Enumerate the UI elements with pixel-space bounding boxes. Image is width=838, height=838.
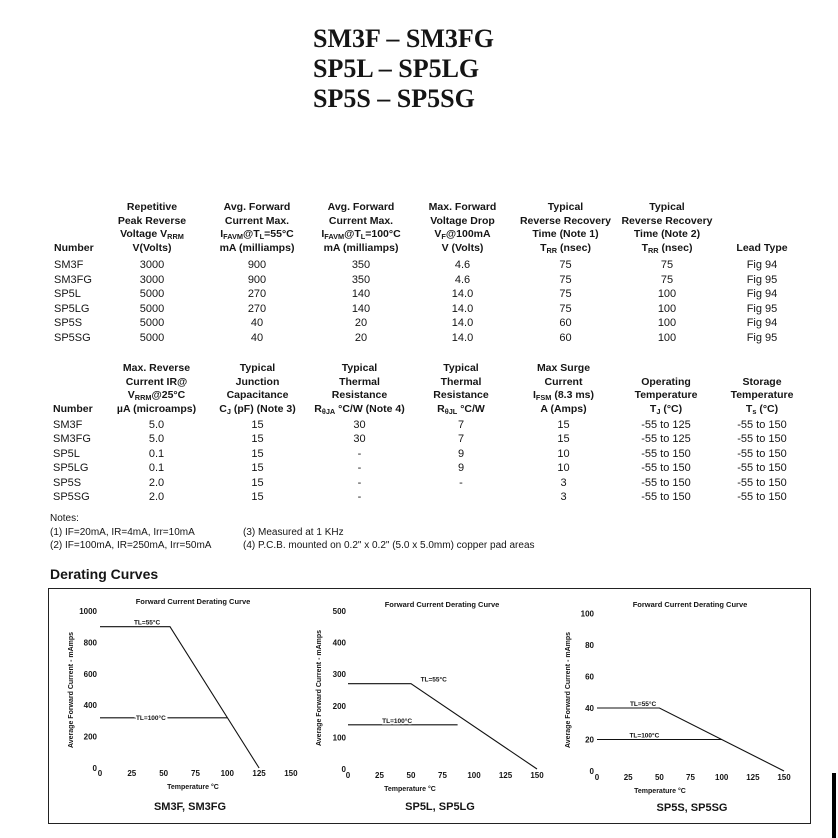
header-text: =100°C [365,228,401,240]
derating-curves-heading: Derating Curves [50,566,159,582]
table2-cell-thermal-resistance-ja: 30 [353,433,366,446]
ratings-table-2 [48,360,808,504]
table2-cell-max-surge-current: 3 [560,476,567,489]
table2-cell-thermal-resistance-jl [411,490,511,504]
table1-cell-avg-forward-current-100c: 20 [354,331,368,344]
table1-cell-reverse-recovery-note2: 75 [660,259,674,271]
y-tick-label: 20 [585,735,594,745]
chart-title: Forward Current Derating Curve [632,600,748,609]
table1-cell-peak-reverse-voltage: 3000 [139,259,165,271]
header-line: Temperature [730,389,794,401]
table1-cell-avg-forward-current-55c: 270 [247,288,267,301]
header-line [411,403,511,417]
table2-header-thermal-resistance-jl [411,360,511,416]
series-label: TL=100°C [135,714,166,722]
header-subscript: θJA [321,406,336,416]
y-axis-label: Average Forward Current - mAmps [316,629,323,747]
header-line: Time (Note 2) [633,228,701,240]
title-line-sp5s: SP5S – SP5SG [313,84,475,113]
table2-cell-max-reverse-current: 0.1 [148,462,165,475]
table2-cell-max-surge-current: 10 [557,447,570,460]
header-line: Repetitive [126,201,178,213]
table1-cell-reverse-recovery-note1: 60 [559,317,572,330]
table1-header-lead-type [716,199,808,255]
header-line: Current Max. [328,214,394,227]
table1-cell-number: SM3FG [54,273,92,286]
table1-cell-lead-type: Fig 94 [746,317,778,330]
table1-cell-avg-forward-current-100c: 140 [351,302,371,315]
table2-header-junction-capacitance [207,360,308,416]
header-line: V(Volts) [132,241,172,254]
table1-cell-peak-reverse-voltage: 5000 [139,302,165,315]
table2-cell-thermal-resistance-jl: 9 [457,462,465,475]
table2-row [48,476,808,490]
table2-cell-number: SP5L [53,447,80,460]
table1-cell-avg-forward-current-100c: 350 [351,273,371,286]
notes-heading: Notes: [50,513,79,524]
header-line [310,228,412,242]
header-line: Max. Reverse [122,362,191,374]
header-text: (pF) (Note 3) [230,402,296,415]
header-subscript: θJL [444,406,458,416]
table1-cell-forward-voltage-drop: 14.0 [451,288,474,301]
header-line: Thermal [339,375,380,388]
x-tick-label: 50 [654,773,664,782]
header-line: Peak Reverse [117,214,187,227]
header-subscript: RR [647,245,659,255]
series-label: TL=100°C [382,717,413,725]
header-text: Voltage V [120,228,168,240]
header-line: A (Amps) [540,402,587,415]
header-subscript: F [441,232,446,241]
header-line: Reverse Recovery [621,214,713,227]
table2-header-operating-temperature [616,360,716,416]
table1-row [48,316,808,331]
x-tick-label: 0 [97,769,103,778]
x-tick-label: 25 [127,769,137,778]
table2-cell-thermal-resistance-ja: 30 [353,419,366,431]
table2-cell-max-reverse-current: 2.0 [148,490,165,503]
table1-cell-lead-type: Fig 95 [746,331,778,344]
header-line: Voltage Drop [430,214,495,227]
table1-header-reverse-recovery-note2 [618,199,716,255]
table2-cell-operating-temperature: -55 to 150 [641,462,691,475]
table1-row [48,302,808,317]
y-axis-label: Average Forward Current - mAmps [68,631,75,749]
x-axis-label: Temperature °C [167,784,219,791]
table1-cell-number: SP5S [54,317,83,330]
table1-row [48,331,808,346]
y-tick-label: 500 [332,607,346,616]
header-line [511,389,616,403]
table1-cell-avg-forward-current-100c: 20 [354,317,368,330]
y-tick-label: 40 [585,704,594,713]
table1-cell-peak-reverse-voltage: 3000 [139,273,165,286]
y-tick-label: 100 [332,733,346,743]
y-tick-label: 80 [585,641,594,650]
header-text: T [649,402,657,415]
part-number-title [313,24,494,114]
table1-cell-reverse-recovery-note1: 75 [559,273,572,286]
table2-cell-thermal-resistance-jl: 7 [457,419,465,431]
y-tick-label: 60 [585,672,594,682]
table2-header-row [48,360,808,416]
table1-cell-forward-voltage-drop: 4.6 [454,259,471,271]
header-text: @100mA [445,228,491,240]
header-line [412,228,513,242]
y-tick-label: 200 [332,701,346,711]
header-text: =55°C [264,228,294,240]
x-tick-label: 50 [159,769,169,778]
note-1: (1) IF=20mA, IR=4mA, Irr=10mA [50,526,195,538]
table2-cell-storage-temperature: -55 to 150 [737,476,787,489]
table1-row [48,258,808,273]
table2-row [48,432,808,446]
table1-cell-reverse-recovery-note1: 60 [559,331,572,344]
header-line [204,228,310,242]
table1-cell-reverse-recovery-note1: 75 [559,302,572,315]
table2-cell-junction-capacitance: 15 [251,490,264,503]
table1-cell-number: SP5SG [54,331,91,344]
header-subscript: FSM [535,393,552,402]
table2-cell-thermal-resistance-ja: - [357,462,362,475]
table2-header-max-surge-current [511,360,616,416]
table1-row [48,273,808,288]
header-text: T [745,402,753,415]
header-line: Resistance [331,389,388,401]
table2-cell-max-reverse-current: 5.0 [148,419,165,431]
table2-cell-storage-temperature: -55 to 150 [737,419,787,431]
y-tick-label: 200 [83,732,97,742]
title-line-sm3f: SM3F – SM3FG [313,24,495,53]
y-tick-label: 1000 [79,607,97,616]
table2-cell-number: SM3FG [53,433,91,446]
table1-cell-lead-type: Fig 94 [746,288,778,301]
table1-cell-peak-reverse-voltage: 5000 [139,331,165,344]
title-line-sp5l: SP5L – SP5LG [313,54,480,83]
header-line: Max. Forward [428,201,497,213]
table2-cell-thermal-resistance-jl: 7 [457,433,465,446]
y-tick-label: 0 [341,765,346,774]
chart-caption: SM3F, SM3FG [153,801,227,813]
table1-cell-reverse-recovery-note2: 100 [657,288,677,301]
header-line: µA (microamps) [116,402,197,415]
table2-cell-junction-capacitance: 15 [251,433,264,446]
ratings-table-1 [48,199,808,346]
table2-header-number [48,360,106,416]
x-tick-label: 50 [406,771,416,780]
table1-cell-avg-forward-current-55c: 900 [247,273,267,286]
table1-cell-avg-forward-current-100c: 140 [351,288,371,301]
header-line: Lead Type [736,241,788,254]
y-tick-label: 400 [83,701,97,711]
header-line: mA (milliamps) [219,241,295,254]
table1-header-peak-reverse-voltage [100,199,204,255]
x-tick-label: 125 [252,769,266,778]
notes-block-right [243,526,535,553]
x-tick-label: 125 [746,773,760,782]
derating-curves-frame [48,588,811,824]
table1-cell-reverse-recovery-note1: 75 [559,288,572,301]
header-text: @T [243,228,260,240]
header-line: Number [54,241,94,254]
header-line [106,389,207,403]
header-line [207,403,308,417]
table2-cell-number: SP5LG [53,462,89,475]
table2-cell-storage-temperature: -55 to 150 [737,433,787,446]
table1-header-avg-forward-current-55c [204,199,310,255]
x-tick-label: 150 [777,773,791,782]
y-tick-label: 0 [589,767,594,776]
header-line [616,403,716,417]
header-text: (8.3 ms) [551,389,595,401]
table2-row [48,447,808,461]
header-line: Typical [443,362,479,374]
header-line [308,403,411,417]
x-axis-label: Temperature °C [634,788,686,795]
x-tick-label: 75 [191,769,200,778]
header-line: Typical [239,362,276,374]
table2-cell-number: SM3F [53,419,83,431]
chart-caption: SP5S, SP5SG [656,802,728,814]
header-line: Typical [547,201,584,213]
table1-cell-avg-forward-current-55c: 270 [247,302,267,315]
table1-cell-forward-voltage-drop: 14.0 [451,317,474,330]
note-3: (3) Measured at 1 KHz [243,526,344,538]
table1-cell-reverse-recovery-note2: 75 [660,273,674,286]
header-line: Reverse Recovery [519,214,612,227]
x-tick-label: 25 [375,771,384,780]
table2-cell-max-reverse-current: 0.1 [148,447,165,460]
series-label: TL=55°C [629,701,657,708]
table2-cell-junction-capacitance: 15 [251,462,264,475]
header-text: V [127,389,135,401]
series-label: TL=55°C [420,676,447,684]
header-subscript: FAVM [324,232,345,241]
chart-title: Forward Current Derating Curve [384,600,500,609]
x-tick-label: 150 [530,771,544,780]
header-line: Avg. Forward [223,201,291,213]
table1-cell-reverse-recovery-note2: 100 [657,317,677,330]
table1-header-number [48,199,100,255]
table1-cell-number: SM3F [54,259,84,271]
chart-caption: SP5L, SP5LG [405,801,475,813]
header-line: Operating [641,375,691,388]
table1-cell-avg-forward-current-100c: 350 [351,259,371,271]
x-tick-label: 150 [284,769,298,778]
table2-cell-max-surge-current: 15 [557,433,570,446]
header-line [618,242,716,256]
x-tick-label: 75 [438,771,447,780]
header-line: Temperature [634,389,698,401]
table2-cell-storage-temperature: -55 to 150 [737,447,787,460]
table1-cell-lead-type: Fig 95 [746,273,778,286]
header-subscript: FAVM [223,232,244,241]
header-subscript: L [259,232,265,241]
header-line: Current IR@ [125,375,188,388]
y-tick-label: 300 [332,670,346,680]
table2-header-thermal-resistance-ja [308,360,411,416]
table2-cell-number: SP5SG [53,490,90,503]
series-label: TL=100°C [629,732,660,740]
header-text: T [641,241,648,254]
header-subscript: RRM [167,232,184,241]
header-text: (°C) [756,402,779,415]
header-text: (nsec) [658,241,693,254]
table1-cell-forward-voltage-drop: 4.6 [454,273,471,286]
note-2: (2) IF=100mA, IR=250mA, Irr=50mA [50,540,212,551]
table2-cell-thermal-resistance-ja: - [357,447,362,460]
table2-cell-thermal-resistance-jl: 9 [457,447,465,460]
table1-row [48,287,808,302]
header-text: I [532,389,536,401]
table1-header-row [48,199,808,255]
header-line: Time (Note 1) [532,228,599,240]
header-text: I [220,228,224,240]
table1-cell-lead-type: Fig 94 [746,259,778,271]
table1-cell-avg-forward-current-55c: 900 [247,259,267,271]
series-label: TL=55°C [133,619,161,627]
header-text: R [437,402,445,415]
table2-cell-thermal-resistance-ja: - [357,490,362,503]
header-subscript: L [360,232,366,241]
notes-block [50,512,211,553]
table2-cell-operating-temperature: -55 to 150 [641,476,691,489]
scan-edge-mark [832,773,836,838]
table1-cell-reverse-recovery-note1: 75 [559,259,572,271]
header-line: Junction [235,375,280,388]
y-tick-label: 0 [92,764,97,773]
table2-cell-storage-temperature: -55 to 150 [737,462,787,475]
table1-cell-avg-forward-current-55c: 40 [250,317,264,330]
header-line: Resistance [433,389,489,401]
x-tick-label: 75 [686,773,695,782]
header-subscript: s [752,406,757,416]
header-line: Typical [341,362,378,374]
table2-cell-operating-temperature: -55 to 150 [641,490,691,503]
header-text: @T [344,228,361,240]
x-tick-label: 125 [498,771,513,780]
table2-cell-junction-capacitance: 15 [251,419,264,431]
header-line: Current Max. [224,214,290,227]
x-tick-label: 100 [467,771,481,780]
header-text: R [314,402,322,415]
table1-cell-peak-reverse-voltage: 5000 [139,317,165,330]
header-text: @25°C [151,389,186,401]
table2-cell-operating-temperature: -55 to 125 [641,419,691,431]
x-tick-label: 0 [594,773,600,782]
y-tick-label: 600 [83,669,97,679]
table2-cell-max-surge-current: 15 [557,419,570,431]
header-line: Number [53,402,93,415]
header-text: I [321,228,325,240]
chart-title: Forward Current Derating Curve [135,597,251,606]
header-line: Typical [649,201,685,213]
table1-cell-number: SP5LG [54,302,90,315]
table2-cell-max-reverse-current: 2.0 [148,476,165,489]
table2-cell-thermal-resistance-jl: - [459,476,463,489]
table2-cell-max-surge-current: 10 [557,462,570,475]
header-subscript: RR [546,245,558,255]
table2-cell-operating-temperature: -55 to 150 [641,447,691,460]
header-line: Avg. Forward [327,201,395,213]
table2-cell-junction-capacitance: 15 [251,476,264,489]
y-tick-label: 400 [332,638,346,648]
table1-cell-reverse-recovery-note2: 100 [657,331,677,344]
table1-header-forward-voltage-drop [412,199,513,255]
header-line: Storage [742,375,782,388]
table1-header-avg-forward-current-100c [310,199,412,255]
table2-header-storage-temperature [716,360,808,416]
x-tick-label: 25 [623,773,633,782]
header-subscript: J [656,406,661,416]
header-line: Current [544,375,583,388]
table2-row [48,490,808,504]
header-line: Capacitance [226,389,289,401]
table2-cell-number: SP5S [53,476,82,489]
header-subscript: RRM [134,393,152,402]
table2-cell-max-surge-current: 3 [560,490,567,503]
table2-header-max-reverse-current [106,360,207,416]
table2-cell-max-reverse-current: 5.0 [148,433,165,446]
table1-cell-lead-type: Fig 95 [746,302,778,315]
y-tick-label: 100 [580,609,594,619]
y-axis-label: Average Forward Current - mAmps [565,631,572,749]
header-subscript: J [226,406,231,416]
header-line: V (Volts) [441,241,484,254]
table1-cell-reverse-recovery-note2: 100 [657,302,677,315]
note-4: (4) P.C.B. mounted on 0.2" x 0.2" (5.0 x 5.0mm) copper pad areas [243,540,535,551]
header-text: V [434,228,442,240]
header-text: T [540,241,547,254]
header-line: Max Surge [536,362,591,374]
header-line: Thermal [440,375,482,388]
header-text: (nsec) [557,241,591,254]
table2-row [48,461,808,475]
header-text: °C/W (Note 4) [335,402,405,415]
x-axis-label: Temperature °C [384,786,436,793]
table1-cell-forward-voltage-drop: 14.0 [451,302,474,315]
header-line [716,403,808,417]
table1-cell-avg-forward-current-55c: 40 [250,331,264,344]
header-text: °C/W [457,402,485,415]
x-tick-label: 100 [715,773,729,782]
table1-cell-number: SP5L [54,288,81,301]
y-tick-label: 800 [83,638,97,648]
table1-cell-peak-reverse-voltage: 5000 [139,288,165,301]
x-tick-label: 0 [345,771,351,780]
header-text: C [219,402,227,415]
header-line [513,242,618,256]
header-line: mA (milliamps) [323,241,399,254]
header-line [100,228,204,242]
header-text: (°C) [660,402,683,415]
x-tick-label: 100 [220,769,234,778]
table2-cell-thermal-resistance-ja: - [357,476,362,489]
table2-cell-operating-temperature: -55 to 125 [641,433,691,446]
table2-cell-junction-capacitance: 15 [251,447,264,460]
table1-header-reverse-recovery-note1 [513,199,618,255]
table2-row [48,418,808,432]
table2-cell-storage-temperature: -55 to 150 [737,490,787,503]
table1-cell-forward-voltage-drop: 14.0 [451,331,474,344]
